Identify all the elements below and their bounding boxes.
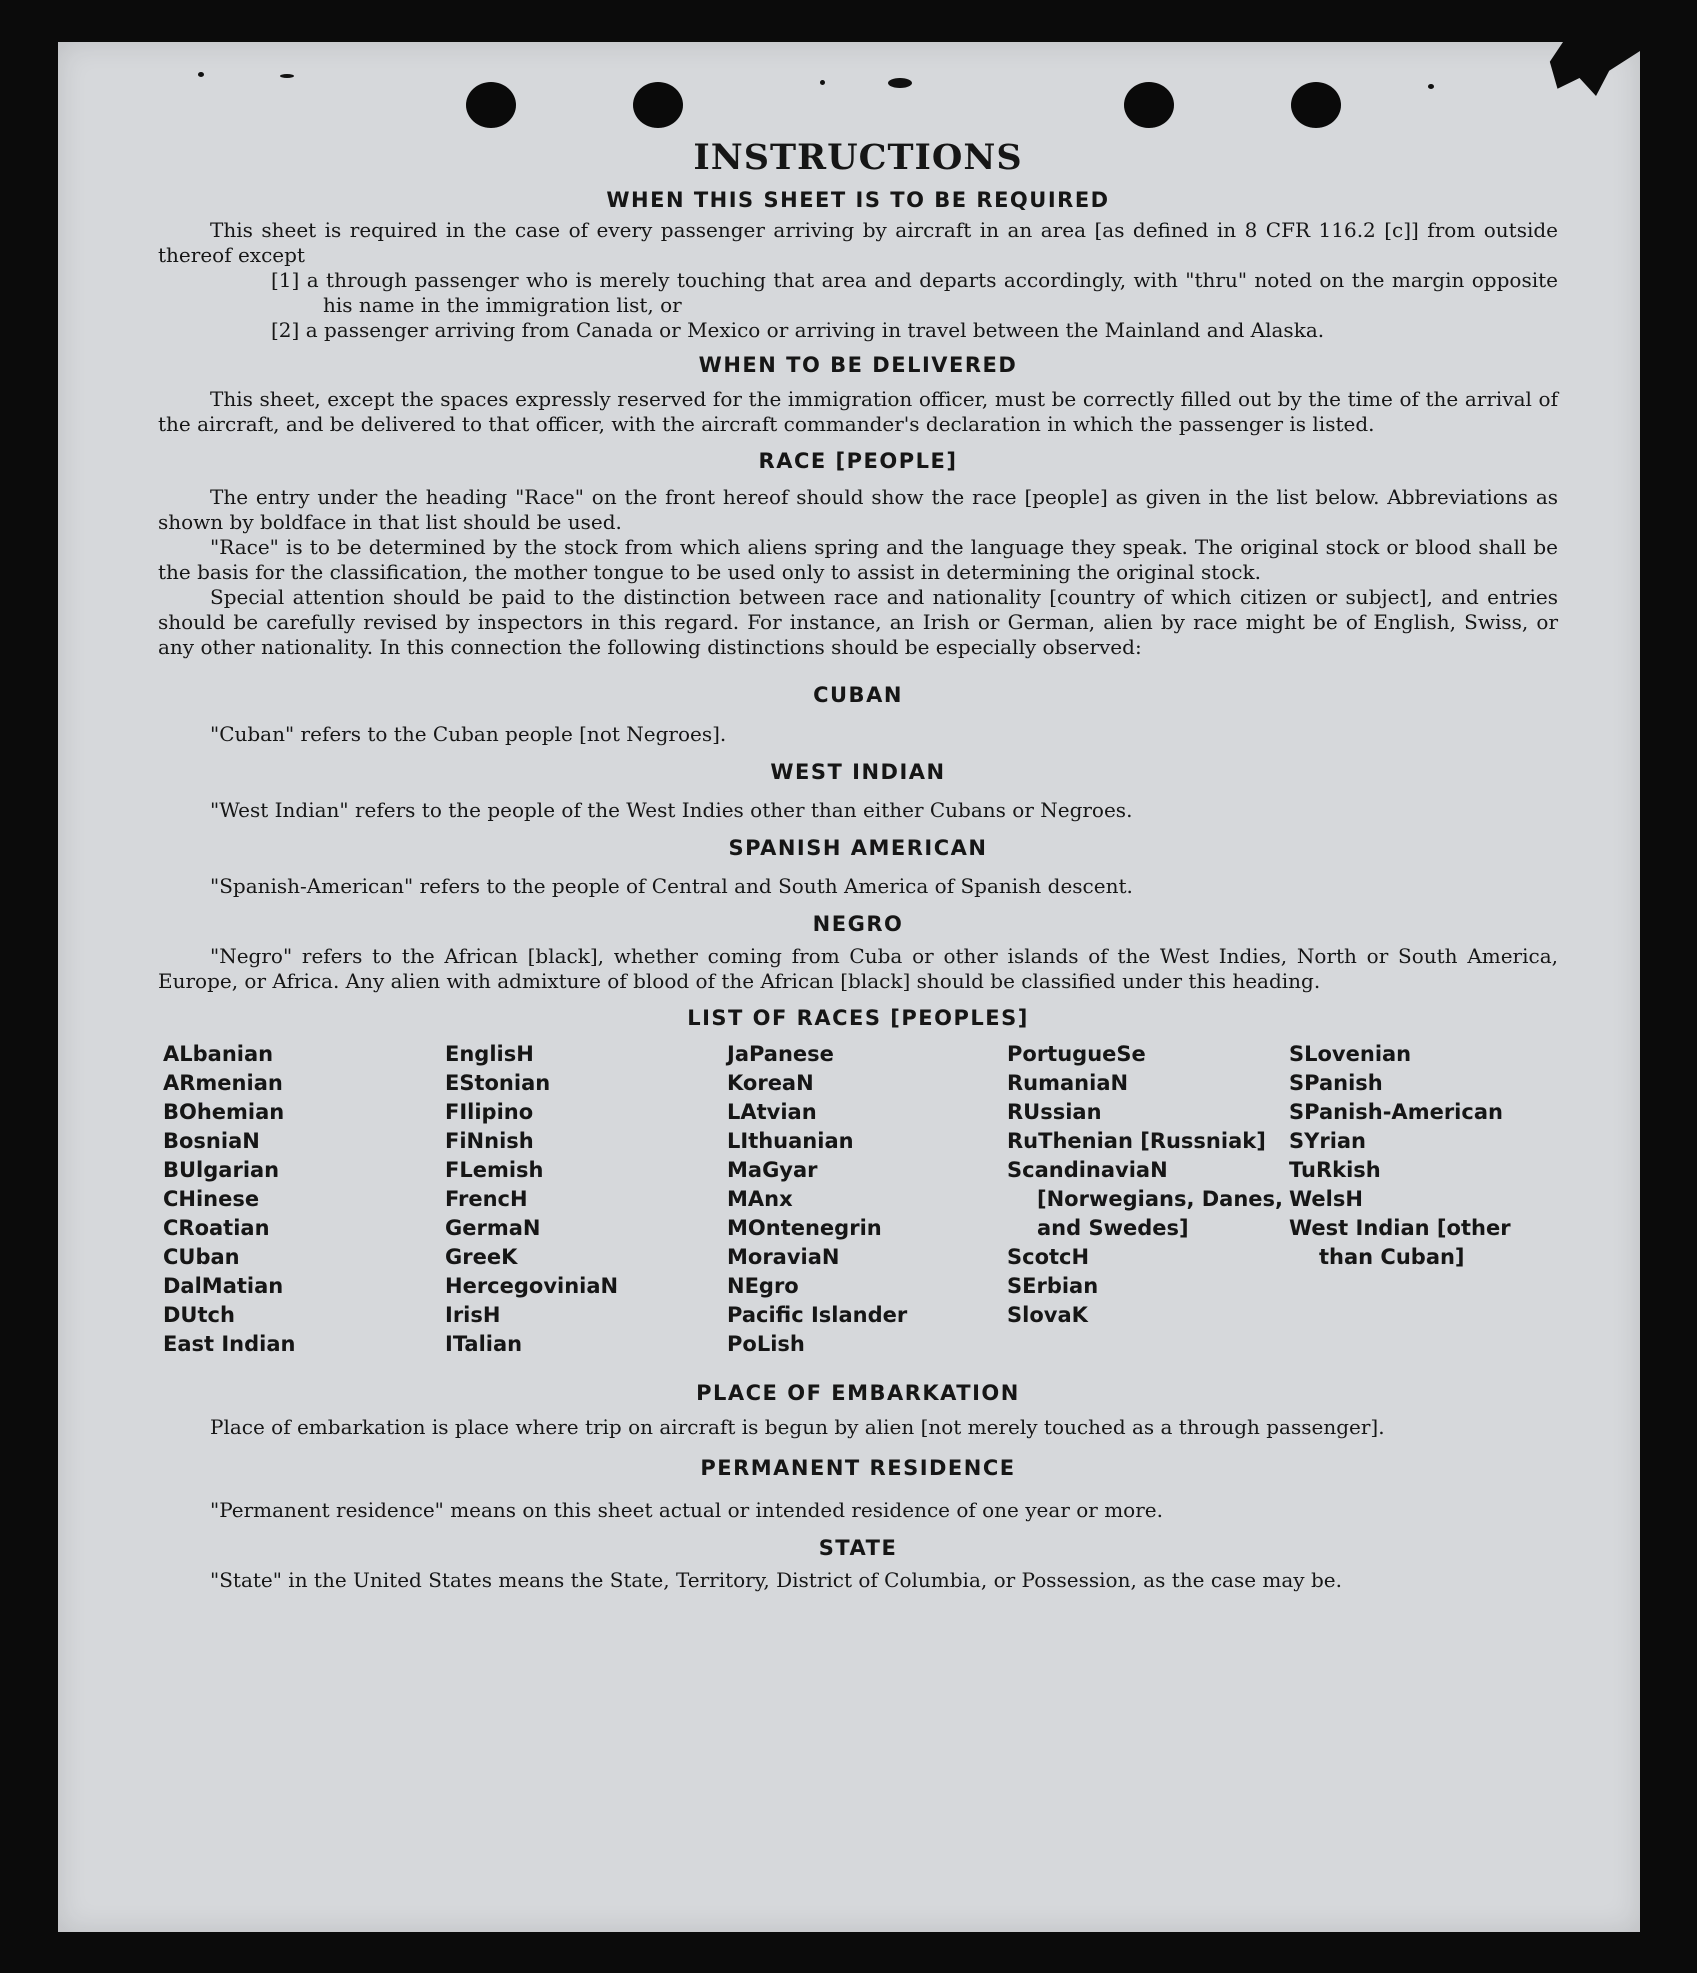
race-entry: EStonian [445,1071,551,1095]
races-column-5 [1289,1040,1569,1359]
heading-state: STATE [818,1536,898,1560]
race-entry: HercegoviniaN [445,1274,619,1298]
race-entry: CRoatian [163,1216,270,1240]
heading-cuban: CUBAN [813,683,903,707]
speck [198,72,204,77]
race-entry: ALbanian [163,1042,274,1066]
race-entry: RumaniaN [1007,1071,1129,1095]
heading-permanent-residence: PERMANENT RESIDENCE [700,1456,1016,1480]
race-entry: MoraviaN [727,1245,840,1269]
heading-negro: NEGRO [812,912,904,936]
race-entry: DalMatian [163,1274,284,1298]
heading-race: RACE [PEOPLE] [758,449,958,473]
race-entry: MaGyar [727,1158,818,1182]
race-entry: SYrian [1289,1129,1367,1153]
race-entry: BOhemian [163,1100,285,1124]
negro-text: "Negro" refers to the African [black], whether coming from Cuba or other islands of the West Indies, North or South America, Europe, or Africa. Any alien with admixture of blood of the African [black] should be classified under this heading. [158,944,1558,993]
permanent-residence-text: "Permanent residence" means on this sheet actual or intended residence of one year or more. [210,1498,1163,1522]
race-entry: FiNnish [445,1129,534,1153]
race-entry: SErbian [1007,1274,1099,1298]
heading-embarkation: PLACE OF EMBARKATION [696,1381,1020,1405]
race-entry: GreeK [445,1245,518,1269]
west-indian-text: "West Indian" refers to the people of the West Indies other than either Cubans or Negroes. [210,798,1133,822]
race-entry: ITalian [445,1332,523,1356]
race-entry: SLovenian [1289,1042,1412,1066]
race-entry: RuThenian [Russniak] [1007,1129,1266,1153]
embarkation-text: Place of embarkation is place where trip on aircraft is begun by alien [not merely touched as a through passenger]. [210,1415,1385,1439]
race-entry: BUlgarian [163,1158,280,1182]
race-entry: KoreaN [727,1071,814,1095]
race-entry: BosniaN [163,1129,260,1153]
race-entry: NEgro [727,1274,799,1298]
race-entry: SPanish-American [1289,1100,1503,1124]
race-entry: FrencH [445,1187,528,1211]
instructions-content [158,134,1558,1593]
race-entry: EnglisH [445,1042,534,1066]
when-delivered-text: This sheet, except the spaces expressly reserved for the immigration officer, must be correctly filled out by the time of the arrival of the aircraft, and be delivered to that officer, with the aircraft commander's declaration in which the passenger is listed. [158,387,1558,436]
race-entry: FLemish [445,1158,544,1182]
race-entry: TuRkish [1289,1158,1381,1182]
heading-when-required: WHEN THIS SHEET IS TO BE REQUIRED [606,188,1110,212]
cuban-text: "Cuban" refers to the Cuban people [not Negroes]. [210,722,727,746]
races-column-2 [445,1040,727,1359]
speck [888,78,912,88]
race-entry: GermaN [445,1216,541,1240]
race-entry: CHinese [163,1187,260,1211]
heading-when-delivered: WHEN TO BE DELIVERED [698,353,1018,377]
races-column-3 [727,1040,1007,1359]
race-entry: LAtvian [727,1100,817,1124]
race-entry: WelsH [1289,1187,1363,1211]
race-paragraph-3: Special attention should be paid to the distinction between race and nationality [country of which citizen or subject], and entries should be carefully revised by inspectors in this regard. For instance, an Irish or German, alien by race might be of English, Swiss, or any other nationality. In this connection the following distinctions should be especially observed: [158,585,1558,659]
race-entry: MAnx [727,1187,793,1211]
race-entry: SlovaK [1007,1303,1088,1327]
race-entry: ScotcH [1007,1245,1090,1269]
torn-corner [1530,42,1640,132]
race-paragraph-1: The entry under the heading "Race" on the front hereof should show the race [people] as given in the list below. Abbreviations as shown by boldface in that list should be used. [158,485,1558,534]
race-entry: RUssian [1007,1100,1102,1124]
race-entry: CUban [163,1245,240,1269]
heading-west-indian: WEST INDIAN [770,760,946,784]
heading-spanish-american: SPANISH AMERICAN [728,836,988,860]
spanish-american-text: "Spanish-American" refers to the people of Central and South America of Spanish descent. [210,874,1133,898]
race-entry: West Indian [other than Cuban] [1289,1216,1511,1269]
race-entry: SPanish [1289,1071,1383,1095]
race-paragraph-2: "Race" is to be determined by the stock from which aliens spring and the language they speak. The original stock or blood shall be the basis for the classification, the mother tongue to be used only to assist in determining the original stock. [158,535,1558,584]
punch-hole [633,82,683,128]
punch-hole [1291,82,1341,128]
speck [820,80,825,85]
race-entry: ARmenian [163,1071,283,1095]
heading-list-of-races: LIST OF RACES [PEOPLES] [687,1006,1029,1030]
races-list [163,1040,1558,1359]
speck [280,74,294,78]
state-text: "State" in the United States means the State, Territory, District of Columbia, or Possession, as the case may be. [210,1568,1342,1592]
punch-hole [1124,82,1174,128]
race-entry: DUtch [163,1303,235,1327]
races-column-4 [1007,1040,1289,1359]
race-entry: ScandinaviaN [Norwegians, Danes, and Swedes] [1007,1158,1284,1240]
race-entry: Pacific Islander [727,1303,908,1327]
race-entry: MOntenegrin [727,1216,882,1240]
race-entry: LIthuanian [727,1129,854,1153]
race-entry: IrisH [445,1303,501,1327]
exception-item-2: [2] a passenger arriving from Canada or Mexico or arriving in travel between the Mainland and Alaska. [271,318,1325,342]
when-required-text: This sheet is required in the case of every passenger arriving by aircraft in an area [as defined in 8 CFR 116.2 [c]] from outside thereof except [158,218,1558,267]
races-column-1 [163,1040,445,1359]
race-entry: PortugueSe [1007,1042,1146,1066]
race-entry: East Indian [163,1332,296,1356]
document-title: INSTRUCTIONS [693,137,1023,178]
race-entry: PoLish [727,1332,805,1356]
exception-item-1: [1] a through passenger who is merely touching that area and departs accordingly, with "thru" noted on the margin opposite his name in the immigration list, or [271,268,1558,317]
speck [1428,84,1434,89]
race-entry: JaPanese [727,1042,834,1066]
document-page [58,42,1640,1932]
race-entry: FIlipino [445,1100,534,1124]
punch-hole [466,82,516,128]
